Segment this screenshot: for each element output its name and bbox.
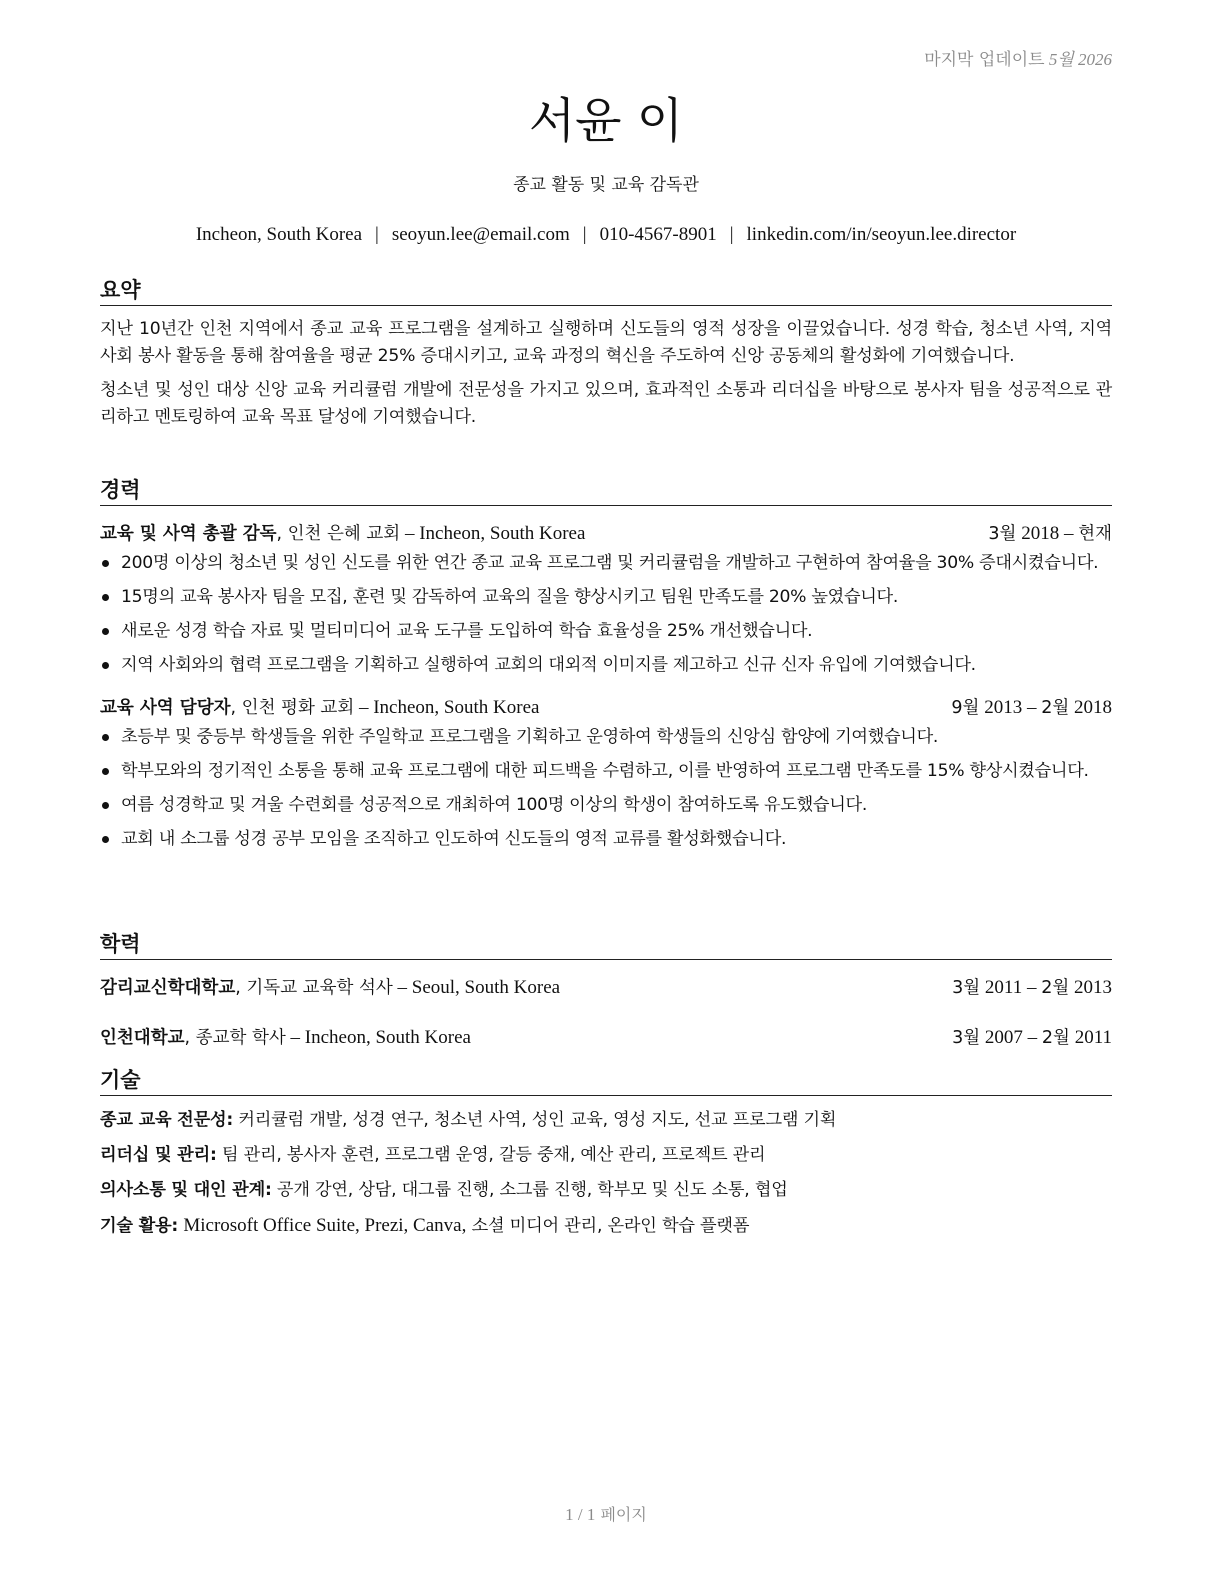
degree: 종교학 학사 [195,1028,286,1048]
job-location: Incheon, South Korea [373,697,540,718]
experience-heading: 경력 [100,476,1112,506]
summary-section [100,276,1112,431]
degree: 기독교 교육학 석사 [246,978,393,998]
job-dates: 3월 2018 – 현재 [988,523,1112,544]
job-org: 인천 평화 교회 [241,698,355,718]
skill-line [100,1107,1112,1134]
bullet-dot [102,836,109,843]
contact-line [80,224,1132,246]
bullet-dot [102,662,109,669]
job-role: 교육 및 사역 총괄 감독 [100,524,277,544]
candidate-title: 종교 활동 및 교육 감독관 [513,175,699,195]
education-dates: 3월 2011 – 2월 2013 [952,977,1112,998]
job-header: 교육 사역 담당자, 인천 평화 교회 – Incheon, South Korea 9월 2013 – 2월 2018 [100,694,1112,722]
job-header: 교육 및 사역 총괄 감독, 인천 은혜 교회 – Incheon, South Korea 3월 2018 – 현재 [100,520,1112,548]
list-item: 학부모와의 정기적인 소통을 통해 교육 프로그램에 대한 피드백을 수렴하고, 이를 반영하여 프로그램 만족도를 15% 향상시켰습니다. [100,758,1112,785]
education-entry: 감리교신학대학교, 기독교 교육학 석사 – Seoul, South Korea 3월 2011 – 2월 2013 [100,974,1112,1002]
resume-page [100,0,1112,1584]
job-dates: 9월 2013 – 2월 2018 [951,697,1112,718]
skill-value: 소셜 미디어 관리, 온라인 학습 플랫폼 [471,1216,750,1236]
contact-email[interactable]: seoyun.lee@email.com [391,224,570,245]
list-item: 여름 성경학교 및 겨울 수련회를 성공적으로 개최하여 100명 이상의 학생이 참여하도록 유도했습니다. [100,792,1112,819]
education-section [100,930,1112,1052]
list-item: 지역 사회와의 협력 프로그램을 기획하고 실행하여 교회의 대외적 이미지를 제고하고 신규 신자 유입에 기여했습니다. [100,652,1112,679]
job-org: 인천 은혜 교회 [287,524,401,544]
list-item: 교회 내 소그룹 성경 공부 모임을 조직하고 인도하여 신도들의 영적 교류를 활성화했습니다. [100,826,1112,853]
skills-section [100,1066,1112,1248]
contact-separator: | [729,224,734,245]
job-bullets [100,550,1112,679]
summary-paragraph: 청소년 및 성인 대상 신앙 교육 커리큘럼 개발에 전문성을 가지고 있으며, 효과적인 소통과 리더십을 바탕으로 봉사자 팀을 성공적으로 관리하고 멘토링하여 교육 목표 달성에 기여했습니다. [100,380,1112,427]
education-heading: 학력 [100,930,1112,960]
school-name: 인천대학교 [100,1028,185,1048]
skill-value: 공개 강연, 상담, 대그룹 진행, 소그룹 진행, 학부모 및 신도 소통, 협업 [276,1180,788,1200]
skill-line [100,1212,1112,1240]
job-location: Incheon, South Korea [419,523,586,544]
education-entry: 인천대학교, 종교학 학사 – Incheon, South Korea 3월 2007 – 2월 2011 [100,1024,1112,1052]
summary-heading: 요약 [100,276,1112,306]
bullet-dot [102,594,109,601]
last-updated [924,45,1112,70]
contact-separator: | [582,224,587,245]
list-item: 새로운 성경 학습 자료 및 멀티미디어 교육 도구를 도입하여 학습 효율성을 25% 개선했습니다. [100,618,1112,645]
contact-phone: 010-4567-8901 [599,224,717,245]
page-footer [100,1502,1112,1525]
contact-separator: | [375,224,379,245]
job-entry [100,694,1112,853]
page-label: 페이지 [600,1505,647,1524]
last-updated-label: 마지막 업데이트 [924,50,1045,70]
bullet-dot [102,628,109,635]
school-name: 감리교신학대학교 [100,978,236,998]
bullet-dot [102,768,109,775]
experience-section [100,476,1112,860]
list-item: 초등부 및 중등부 학생들을 위한 주일학교 프로그램을 기획하고 운영하여 학생들의 신앙심 함양에 기여했습니다. [100,724,1112,751]
skills-heading: 기술 [100,1066,1112,1096]
skill-label: 리더십 및 관리: [100,1145,217,1165]
bullet-dot [102,734,109,741]
job-bullets [100,724,1112,853]
summary-paragraph: 지난 10년간 인천 지역에서 종교 교육 프로그램을 설계하고 실행하며 신도들의 영적 성장을 이끌었습니다. 성경 학습, 청소년 사역, 지역 사회 봉사 활동을 통해 참여율을 평균 25% 증대시키고, 교육 과정의 혁신을 주도하여 신앙 공동체의 활성화에 기여했습니다. [100,319,1112,366]
skill-line [100,1177,1112,1204]
skill-line [100,1142,1112,1169]
education-location: Seoul, South Korea [411,977,561,998]
skill-label: 종교 교육 전문성: [100,1110,234,1130]
education-location: Incheon, South Korea [304,1027,471,1048]
skill-value: 팀 관리, 봉사자 훈련, 프로그램 운영, 갈등 중재, 예산 관리, 프로젝트 관리 [221,1145,766,1165]
list-item: 15명의 교육 봉사자 팀을 모집, 훈련 및 감독하여 교육의 질을 향상시키고 팀원 만족도를 20% 높였습니다. [100,584,1112,611]
skill-label: 의사소통 및 대인 관계: [100,1180,272,1200]
candidate-name: 서윤 이 [528,93,684,149]
bullet-dot [102,802,109,809]
contact-location: Incheon, South Korea [195,224,363,245]
skill-label: 기술 활용: [100,1216,179,1236]
skill-value: 커리큘럼 개발, 성경 연구, 청소년 사역, 성인 교육, 영성 지도, 선교 프로그램 기획 [238,1110,837,1130]
bullet-dot [102,560,109,567]
job-role: 교육 사역 담당자 [100,698,231,718]
contact-linkedin[interactable]: linkedin.com/in/seoyun.lee.director [746,224,1017,245]
list-item: 200명 이상의 청소년 및 성인 신도를 위한 연간 종교 교육 프로그램 및 커리큘럼을 개발하고 구현하여 참여율을 30% 증대시켰습니다. [100,550,1112,577]
page-number: 1 / 1 [565,1505,596,1524]
last-updated-date: 5월 2026 [1048,50,1112,69]
skill-value-tools: Microsoft Office Suite, Prezi, Canva, [183,1215,467,1236]
education-dates: 3월 2007 – 2월 2011 [952,1027,1112,1048]
job-entry [100,520,1112,679]
